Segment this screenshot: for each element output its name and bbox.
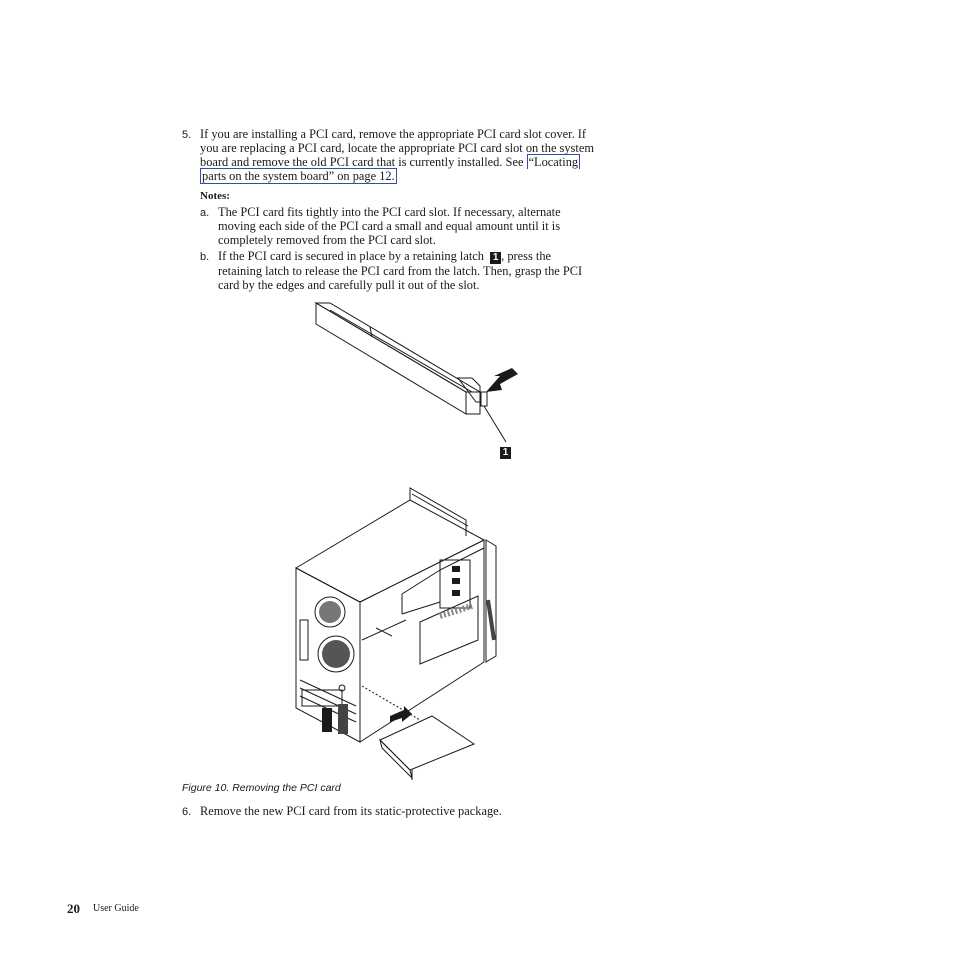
note-a-line-1: The PCI card fits tightly into the PCI card slot. If necessary, alternate xyxy=(218,205,561,219)
step-5-number: 5. xyxy=(182,129,192,141)
note-b-line-1-end: , press the xyxy=(501,249,552,263)
note-a-label: a. xyxy=(200,207,210,219)
note-a-line-3: completely removed from the PCI card slot. xyxy=(218,233,436,247)
note-b-line-3: card by the edges and carefully pull it out of the slot. xyxy=(218,278,480,292)
note-a-line-2: moving each side of the PCI card a small and equal amount until it is xyxy=(218,219,561,233)
step-6-text: Remove the new PCI card from its static-protective package. xyxy=(200,804,502,818)
locating-parts-link-start[interactable]: “Locating xyxy=(528,155,579,169)
page-number: 20 xyxy=(67,901,80,916)
notes-heading: Notes: xyxy=(200,190,230,202)
note-b-label: b. xyxy=(200,251,210,263)
footer-title: User Guide xyxy=(93,903,139,914)
callout-1-figure: 1 xyxy=(500,442,511,460)
note-b-line-1-text: If the PCI card is secured in place by a retaining latch xyxy=(218,249,484,263)
step-5-line-3-text: board and remove the old PCI card that is currently installed. See xyxy=(200,155,527,169)
step-5-line-2: you are replacing a PCI card, locate the appropriate PCI card slot on the system xyxy=(200,141,594,155)
step-6-number: 6. xyxy=(182,806,192,818)
note-b-line-2: retaining latch to release the PCI card from the latch. Then, grasp the PCI xyxy=(218,264,583,278)
callout-1-inline: 1 xyxy=(490,252,501,264)
figure-caption: Figure 10. Removing the PCI card xyxy=(182,782,341,794)
step-5-line-1: If you are installing a PCI card, remove the appropriate PCI card slot cover. If xyxy=(200,127,587,141)
locating-parts-link[interactable]: parts on the system board” on page 12. xyxy=(202,169,395,183)
